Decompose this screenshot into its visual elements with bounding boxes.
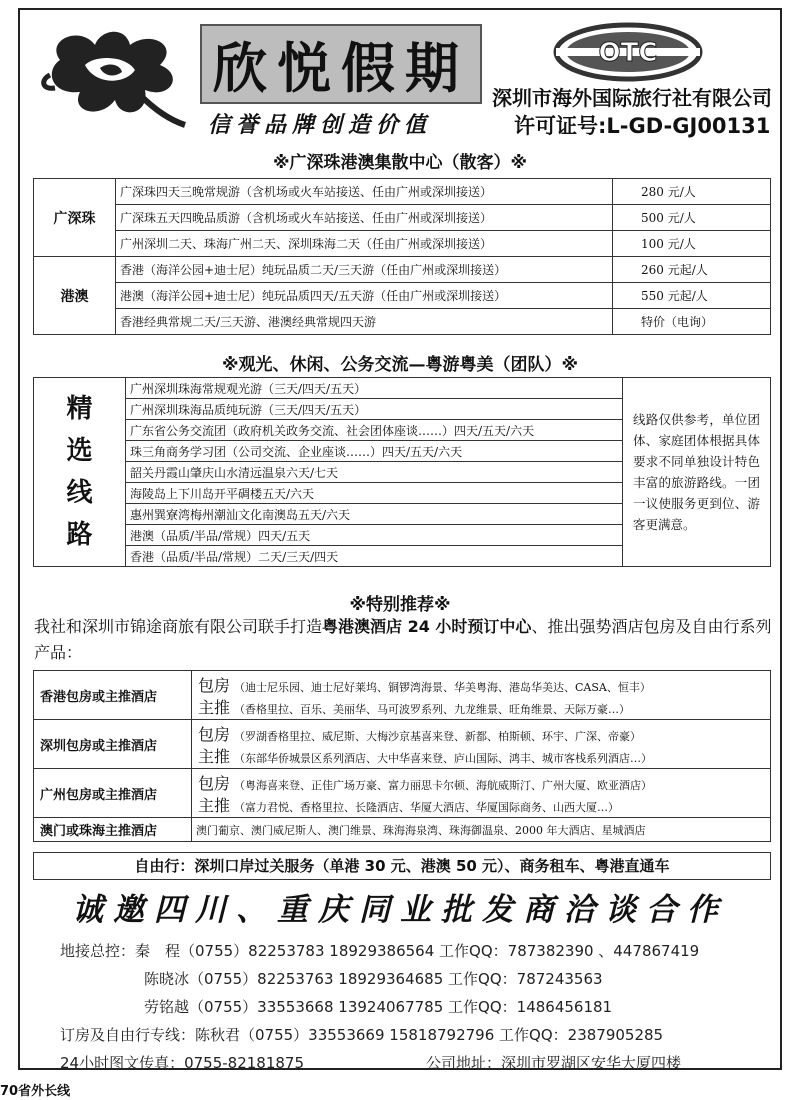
category-cell: 广深珠 xyxy=(34,179,116,257)
table-row xyxy=(34,257,771,283)
route-cell: 广州深圳珠海品质纯玩游（三天/四天/五天） xyxy=(126,399,623,420)
contact-line: 地接总控：秦 程（0755）82253783 18929386564 工作QQ：787382390 、447867419 xyxy=(60,942,700,960)
route-cell: 港澳（品质/半品/常规）四天/五天 xyxy=(126,525,623,546)
hotel-category-cell: 香港包房或主推酒店 xyxy=(34,671,192,720)
route-cell: 海陵岛上下川岛开平碉楼五天/六天 xyxy=(126,483,623,504)
route-cell: 广深珠四天三晚常规游（含机场或火车站接送、任由广州或深圳接送） xyxy=(116,179,613,205)
route-cell: 港澳（海洋公园+迪士尼）纯玩品质四天/五天游（任由广州或深圳接送） xyxy=(116,283,613,309)
section1-title: ※广深珠港澳集散中心（散客）※ xyxy=(272,153,528,173)
route-cell: 香港（品质/半品/常规）二天/三天/四天 xyxy=(126,546,623,567)
route-cell: 珠三角商务学习团（公司交流、企业座谈……）四天/五天/六天 xyxy=(126,441,623,462)
hotel-line-text: （富力君悦、香格里拉、长隆酒店、华厦大酒店、华厦国际商务、山西大厦…） xyxy=(234,801,619,814)
route-cell: 香港经典常规二天/三天游、港澳经典常规四天游 xyxy=(116,309,613,335)
otc-logo-icon xyxy=(548,22,708,82)
brand-name: 欣悦假期 xyxy=(213,35,469,100)
hotel-line-label: 主推 xyxy=(198,796,231,815)
distribution-table xyxy=(33,178,771,335)
hotel-line xyxy=(198,695,764,717)
hotel-line xyxy=(198,744,764,766)
price-cell: 特价（电询） xyxy=(613,309,771,335)
route-cell: 韶关丹霞山肇庆山水清远温泉六天/七天 xyxy=(126,462,623,483)
route-cell: 惠州巽寮湾梅州潮汕文化南澳岛五天/六天 xyxy=(126,504,623,525)
category-cell: 港澳 xyxy=(34,257,116,335)
hotel-line-label: 包房 xyxy=(198,774,231,793)
hotel-line-text: （迪士尼乐园、迪士尼好莱坞、铜锣湾海景、华美粤海、港岛华美达、CASA、恒丰） xyxy=(234,681,651,694)
table-row xyxy=(34,179,771,205)
hotel-lines-cell xyxy=(192,671,771,720)
table-row xyxy=(34,205,771,231)
intro-text-end: 、推出强势酒店包房及自由行系列产品： xyxy=(34,617,772,662)
hotel-category-cell: 广州包房或主推酒店 xyxy=(34,769,192,818)
hotel-table xyxy=(33,670,771,842)
label-char: 精 xyxy=(66,394,93,424)
label-char: 选 xyxy=(66,436,93,466)
section3-title: ※特别推荐※ xyxy=(349,595,451,615)
price-cell: 550 元起/人 xyxy=(613,283,771,309)
price-cell: 500 元/人 xyxy=(613,205,771,231)
brand-name-box xyxy=(200,24,482,104)
featured-routes-label xyxy=(34,378,126,567)
page-footer-tag: 70省外长线 xyxy=(0,1084,71,1099)
price-cell: 280 元/人 xyxy=(613,179,771,205)
route-cell: 广州深圳二天、珠海广州二天、深圳珠海二天（任由广州或深圳接送） xyxy=(116,231,613,257)
intro-highlight: 粤港澳酒店 24 小时预订中心 xyxy=(322,617,532,636)
hotel-lines-cell xyxy=(192,720,771,769)
intro-text: 我社和深圳市锦途商旅有限公司联手打造 xyxy=(34,617,323,636)
invitation-banner: 诚邀四川、重庆同业批发商洽谈合作 xyxy=(72,892,728,928)
hotel-category-cell: 澳门或珠海主推酒店 xyxy=(34,818,192,842)
otc-logo-text: OTC xyxy=(598,38,658,68)
hotel-line-label: 包房 xyxy=(198,725,231,744)
hotel-line-text: （罗湖香格里拉、威尼斯、大梅沙京基喜来登、新都、柏斯顿、环宇、广深、帝豪） xyxy=(234,730,641,743)
group-routes-table xyxy=(33,377,771,567)
contact-line: 订房及自由行专线：陈秋君（0755）33553669 15818792796 工作QQ：2387905285 xyxy=(60,1026,664,1044)
hotel-line-label: 主推 xyxy=(198,698,231,717)
route-cell: 广深珠五天四晚品质游（含机场或火车站接送、任由广州或深圳接送） xyxy=(116,205,613,231)
hotel-macau-text: 澳门葡京、澳门威尼斯人、澳门维景、珠海海泉湾、珠海御温泉、2000 年大酒店、星城酒店 xyxy=(192,818,771,842)
hotel-line-text: （粤海喜来登、正佳广场万豪、富力丽思卡尔顿、海航威斯汀、广州大厦、欧亚酒店） xyxy=(234,779,652,792)
hotel-line-text: （香格里拉、百乐、美丽华、马可波罗系列、九龙维景、旺角维景、天际万豪…） xyxy=(234,703,630,716)
table-row xyxy=(34,769,771,818)
section2-title: ※观光、休闲、公务交流—粤游粤美（团队）※ xyxy=(221,355,579,375)
label-char: 路 xyxy=(66,520,93,550)
table-row xyxy=(34,309,771,335)
route-cell: 广州深圳珠海常规观光游（三天/四天/五天） xyxy=(126,378,623,399)
license-number: 许可证号:L-GD-GJ00131 xyxy=(514,114,771,138)
hotel-line-label: 主推 xyxy=(198,747,231,766)
label-char: 线 xyxy=(66,478,93,508)
route-cell: 香港（海洋公园+迪士尼）纯玩品质二天/三天游（任由广州或深圳接送） xyxy=(116,257,613,283)
table-row xyxy=(34,671,771,720)
hotel-line-text: （东部华侨城景区系列酒店、大中华喜来登、庐山国际、鸿丰、城市客栈系列酒店…） xyxy=(234,752,652,765)
table-row xyxy=(34,720,771,769)
routes-note: 线路仅供参考，单位团体、家庭团体根据具体要求不同单独设计特色丰富的旅游路线。一团一议使服务更到位、游客更满意。 xyxy=(623,378,771,567)
route-cell: 广东省公务交流团（政府机关政务交流、社会团体座谈……）四天/五天/六天 xyxy=(126,420,623,441)
company-name: 深圳市海外国际旅行社有限公司 xyxy=(492,86,772,110)
table-row xyxy=(34,283,771,309)
price-cell: 100 元/人 xyxy=(613,231,771,257)
flower-logo-icon xyxy=(40,20,190,132)
table-row xyxy=(34,378,771,399)
hotel-lines-cell xyxy=(192,769,771,818)
address-line: 公司地址：深圳市罗湖区安华大厦四楼 xyxy=(426,1054,682,1072)
table-row xyxy=(34,231,771,257)
hotel-line-label: 包房 xyxy=(198,676,231,695)
slogan: 信誉品牌创造价值 xyxy=(208,112,433,138)
special-intro xyxy=(34,614,774,666)
hotel-line xyxy=(198,771,764,793)
hotel-line xyxy=(198,673,764,695)
self-travel-banner: 自由行：深圳口岸过关服务（单港 30 元、港澳 50 元）、商务租车、粤港直通车 xyxy=(33,852,771,880)
contact-line: 陈晓冰（0755）82253763 18929364685 工作QQ：787243563 xyxy=(144,970,603,988)
hotel-line xyxy=(198,793,764,815)
hotel-category-cell: 深圳包房或主推酒店 xyxy=(34,720,192,769)
price-cell: 260 元起/人 xyxy=(613,257,771,283)
hotel-line xyxy=(198,722,764,744)
table-row xyxy=(34,818,771,842)
contact-line: 劳铭越（0755）33553668 13924067785 工作QQ：1486456181 xyxy=(144,998,613,1016)
fax-line: 24小时图文传真：0755-82181875 xyxy=(60,1054,305,1072)
